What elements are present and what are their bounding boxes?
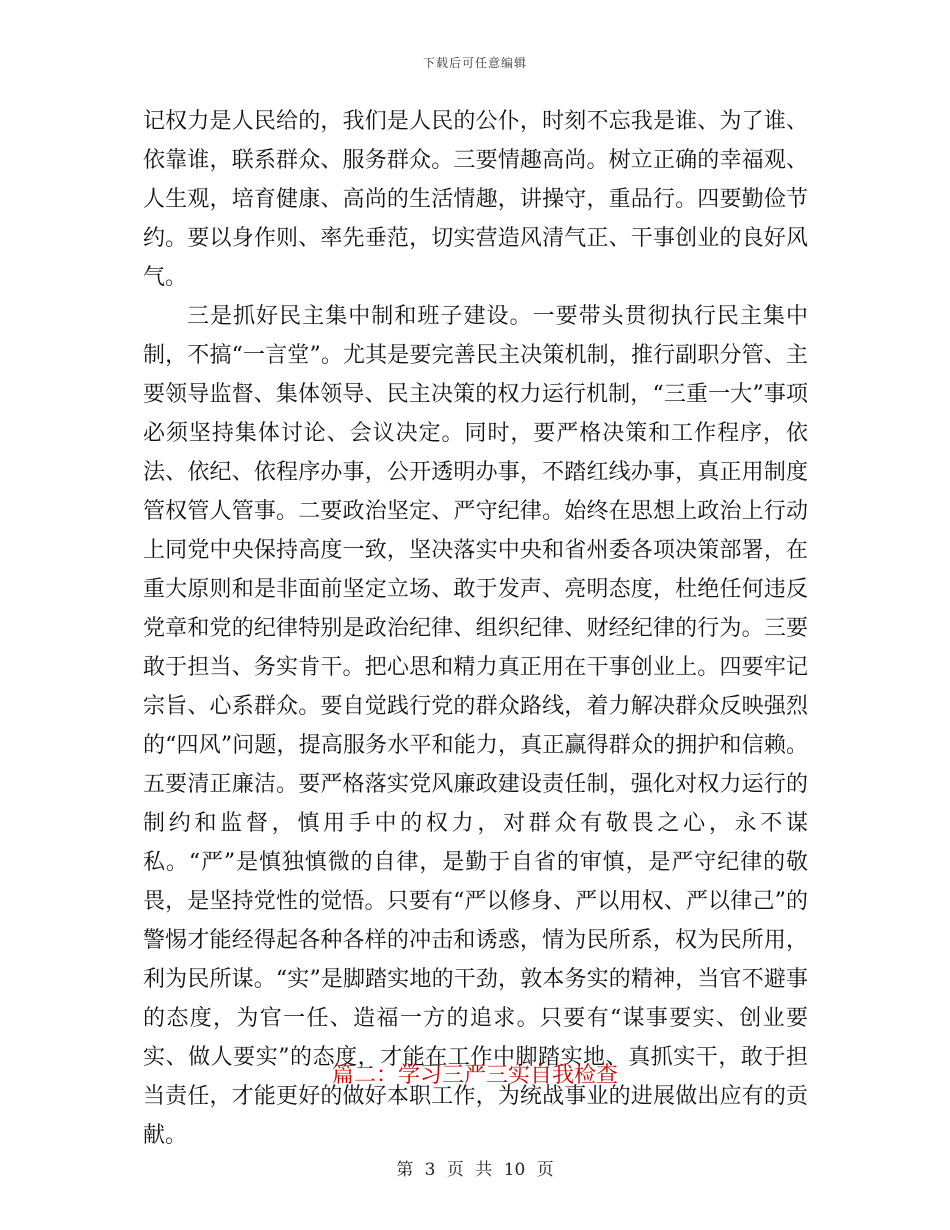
body-paragraph: 记权力是人民给的，我们是人民的公仆，时刻不忘我是谁、为了谁、依靠谁，联系群众、服务群众。三要情趣高尚。树立正确的幸福观、人生观，培育健康、高尚的生活情趣，讲操守，重品行。四要勤俭节约。要以身作则、率先垂范，切实营造风清气正、干事创业的良好风气。 bbox=[143, 109, 808, 290]
document-body bbox=[143, 102, 808, 1155]
page-header: 下载后可任意编辑 bbox=[422, 56, 527, 70]
section-title: 篇二：学习三严三实自我检查 bbox=[331, 1063, 618, 1088]
body-paragraph: 三是抓好民主集中制和班子建设。一要带头贯彻执行民主集中制，不搞“一言堂”。尤其是要完善民主决策机制，推行副职分管、主要领导监督、集体领导、民主决策的权力运行机制，“三重一大”事项必须坚持集体讨论、会议决定。同时，要严格决策和工作程序，依法、依纪、依程序办事，公开透明办事，不踏红线办事，真正用制度管权管人管事。二要政治坚定、严守纪律。始终在思想上政治上行动上同党中央保持高度一致，坚决落实中央和省州委各项决策部署，在重大原则和是非面前坚定立场、敢于发声、亮明态度，杜绝任何违反党章和党的纪律特别是政治纪律、组织纪律、财经纪律的行为。三要敢于担当、务实肯干。把心思和精力真正用在干事创业上。四要牢记宗旨、心系群众。要自觉践行党的群众路线，着力解决群众反映强烈的“四风”问题，提高服务水平和能力，真正赢得群众的拥护和信赖。五要清正廉洁。要严格落实党风廉政建设责任制，强化对权力运行的制约和监督，慎用手中的权力，对群众有敬畏之心，永不谋私。“严”是慎独慎微的自律，是勤于自省的审慎，是严守纪律的敬畏，是坚持党性的觉悟。只要有“严以修身、严以用权、严以律己”的警惕才能经得起各种各样的冲击和诱惑，情为民所系，权为民所用，利为民所谋。“实”是脚踏实地的干劲，敦本务实的精神，当官不避事的态度，为官一任、造福一方的追求。只要有“谋事要实、创业要实、做人要实”的态度，才能在工作中脚踏实地、真抓实干，敢于担当责任，才能更好的做好本职工作，为统战事业的进展做出应有的贡献。 bbox=[143, 304, 808, 1148]
page-footer: 第 3 页 共 10 页 bbox=[396, 1160, 554, 1180]
